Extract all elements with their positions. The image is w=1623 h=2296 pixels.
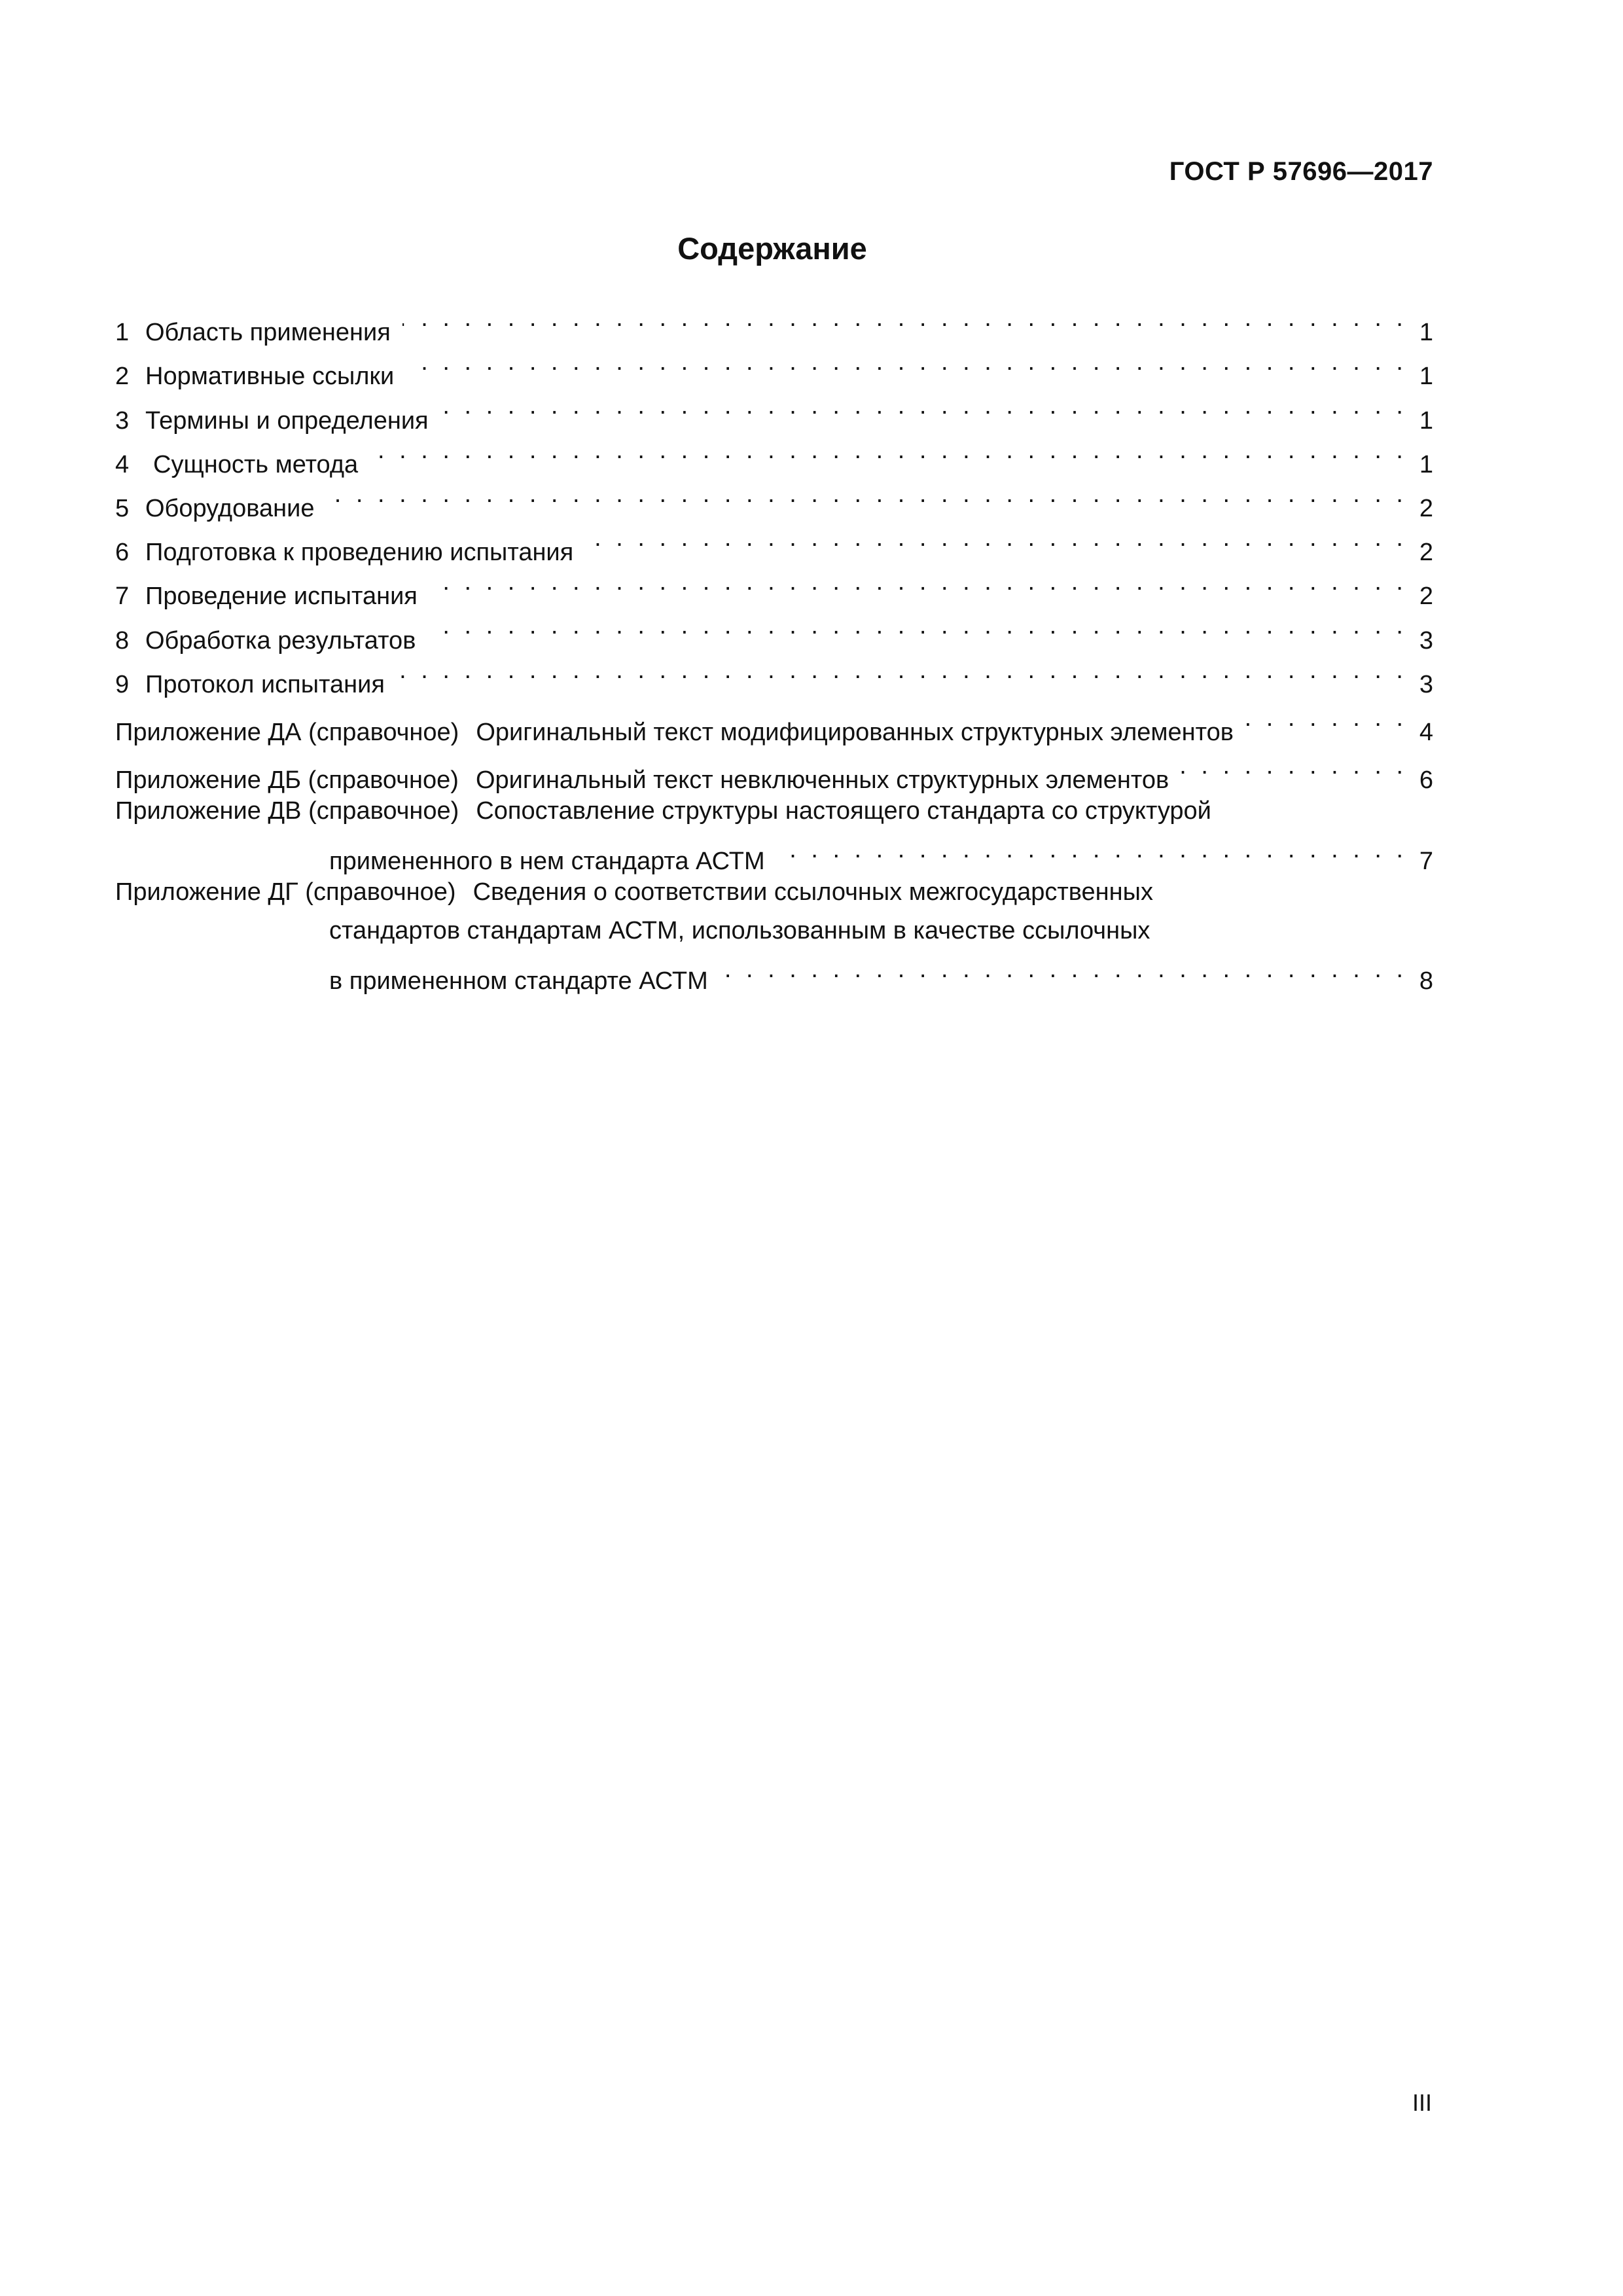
toc-entry-number: 9: [115, 670, 130, 698]
annex-page: 8: [1419, 967, 1433, 995]
page-title: Содержание: [677, 231, 867, 266]
toc-entry-page: 1: [1419, 363, 1433, 391]
toc-entry-title: Термины и определения: [145, 406, 429, 435]
dot-leader: [1181, 744, 1407, 788]
annex-label: Приложение ДГ (справочное): [115, 878, 456, 906]
toc-entry-title: Сущность метода: [153, 450, 359, 478]
document-id: ГОСТ Р 57696—2017: [1169, 157, 1433, 186]
annex-title-continuation: стандартов стандартам АСТМ, использованным в качестве ссылочных: [329, 916, 1150, 944]
toc-entry-number: 3: [115, 406, 130, 435]
toc-entry-page: 1: [1419, 450, 1433, 478]
dot-leader: [326, 473, 1407, 516]
toc-entry-page: 2: [1419, 539, 1433, 567]
toc-entry-1[interactable]: [115, 296, 1433, 347]
dot-leader: [777, 831, 1407, 869]
annex-title: Оригинальный текст модифицированных структурных элементов: [476, 718, 1234, 746]
toc-entry-title: Нормативные ссылки: [145, 363, 395, 391]
toc-annex-dv[interactable]: [115, 792, 1433, 875]
annex-title: Оригинальный текст невключенных структурных элементов: [475, 766, 1169, 794]
toc-entry-number: 1: [115, 319, 130, 347]
toc-entry-number: 5: [115, 494, 130, 522]
annex-title-continuation: примененного в нем стандарта АСТМ: [329, 847, 765, 875]
toc-entry-number: 2: [115, 363, 130, 391]
dot-leader: [720, 950, 1407, 989]
toc-entry-page: 2: [1419, 583, 1433, 611]
toc-entry-page: 3: [1419, 626, 1433, 655]
dot-leader: [429, 560, 1407, 604]
page-number: III: [1412, 2089, 1432, 2116]
annex-label: Приложение ДБ (справочное): [115, 766, 459, 794]
toc-entry-page: 3: [1419, 670, 1433, 698]
dot-leader: [427, 604, 1407, 648]
annex-title: Сопоставление структуры настоящего стандарта со структурой: [476, 797, 1211, 825]
toc-entry-number: 7: [115, 583, 130, 611]
dot-leader: [406, 340, 1407, 384]
toc-entry-number: 8: [115, 626, 130, 655]
annex-label: Приложение ДВ (справочное): [115, 797, 459, 825]
toc-entry-title: Обработка результатов: [145, 626, 416, 655]
toc-entry-number: 4: [115, 450, 130, 478]
toc-entry-page: 1: [1419, 406, 1433, 435]
dot-leader: [440, 384, 1407, 428]
toc-entry-title: Подготовка к проведению испытания: [145, 539, 574, 567]
annex-label: Приложение ДА (справочное): [115, 718, 459, 746]
annex-title-continuation: в примененном стандарте АСТМ: [329, 967, 708, 995]
dot-leader: [370, 429, 1407, 473]
toc-entry-number: 6: [115, 539, 130, 567]
annex-page: 4: [1419, 718, 1433, 746]
toc-entry-page: 2: [1419, 494, 1433, 522]
toc-annex-dg[interactable]: [115, 873, 1433, 995]
toc-entry-title: Область применения: [145, 319, 391, 347]
toc-entry-page: 1: [1419, 319, 1433, 347]
annex-page: 7: [1419, 847, 1433, 875]
dot-leader: [402, 296, 1407, 340]
annex-page: 6: [1419, 766, 1433, 794]
dot-leader: [585, 516, 1407, 560]
toc-entry-title: Протокол испытания: [145, 670, 385, 698]
dot-leader: [1245, 696, 1407, 740]
toc-entry-title: Проведение испытания: [145, 583, 418, 611]
dot-leader: [397, 649, 1407, 692]
toc-entry-title: Оборудование: [145, 494, 315, 522]
annex-title: Сведения о соответствии ссылочных межгосударственных: [473, 878, 1153, 906]
table-of-contents: [115, 296, 1433, 995]
